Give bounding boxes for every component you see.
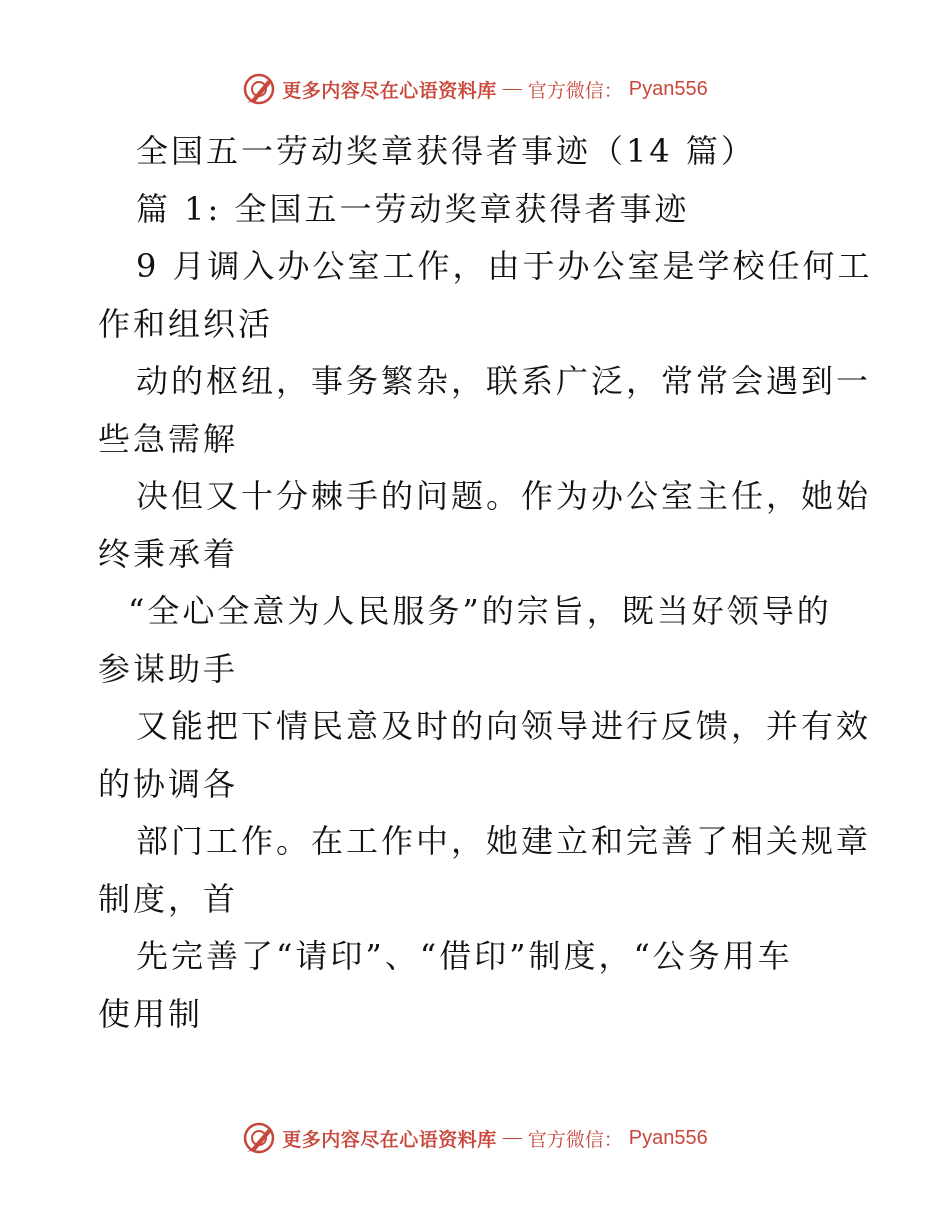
paragraph-line: 些急需解 [98,419,239,458]
paragraph-line: 动的枢纽，事务繁杂，联系广泛，常常会遇到一 [136,362,872,400]
banner-separator: — [502,78,522,99]
paragraph-line: 使用制 [98,994,204,1033]
paragraph-line: 参谋助手 [98,649,239,688]
paragraph-line: 的协调各 [98,764,239,803]
paragraph-line: 9 月调入办公室工作，由于办公室是学校任何工 [136,247,873,285]
banner-wechat-label: 官方微信： [527,79,623,102]
document-body [98,123,873,1043]
banner-title: 更多内容尽在心语资料库 [282,79,497,102]
footer-banner [0,1121,950,1155]
banner-wechat-label: 官方微信： [527,1128,623,1151]
paragraph-line: 决但又十分棘手的问题。作为办公室主任，她始 [136,477,872,515]
banner-title: 更多内容尽在心语资料库 [282,1128,497,1151]
paragraph-line: 先完善了“请印”、“借印”制度，“公务用车 [136,937,793,975]
paragraph-line: 部门工作。在工作中，她建立和完善了相关规章 [136,822,872,860]
paragraph-line: 又能把下情民意及时的向领导进行反馈，并有效 [136,707,872,745]
paragraph-line: “全心全意为人民服务”的宗旨，既当好领导的 [128,592,832,630]
document-title: 全国五一劳动奖章获得者事迹（14 篇） [136,132,756,170]
banner-separator: — [502,1127,522,1148]
paragraph-line: 制度，首 [98,879,239,918]
paragraph-line: 作和组织活 [98,304,274,343]
section-heading: 篇 1: 全国五一劳动奖章获得者事迹 [136,189,690,228]
banner-wechat-id: Pyan556 [628,1126,708,1149]
pen-logo-icon [242,1121,276,1155]
paragraph-line: 终秉承着 [98,534,239,573]
header-banner [0,72,950,106]
pen-logo-icon [242,72,276,106]
banner-wechat-id: Pyan556 [628,77,708,100]
